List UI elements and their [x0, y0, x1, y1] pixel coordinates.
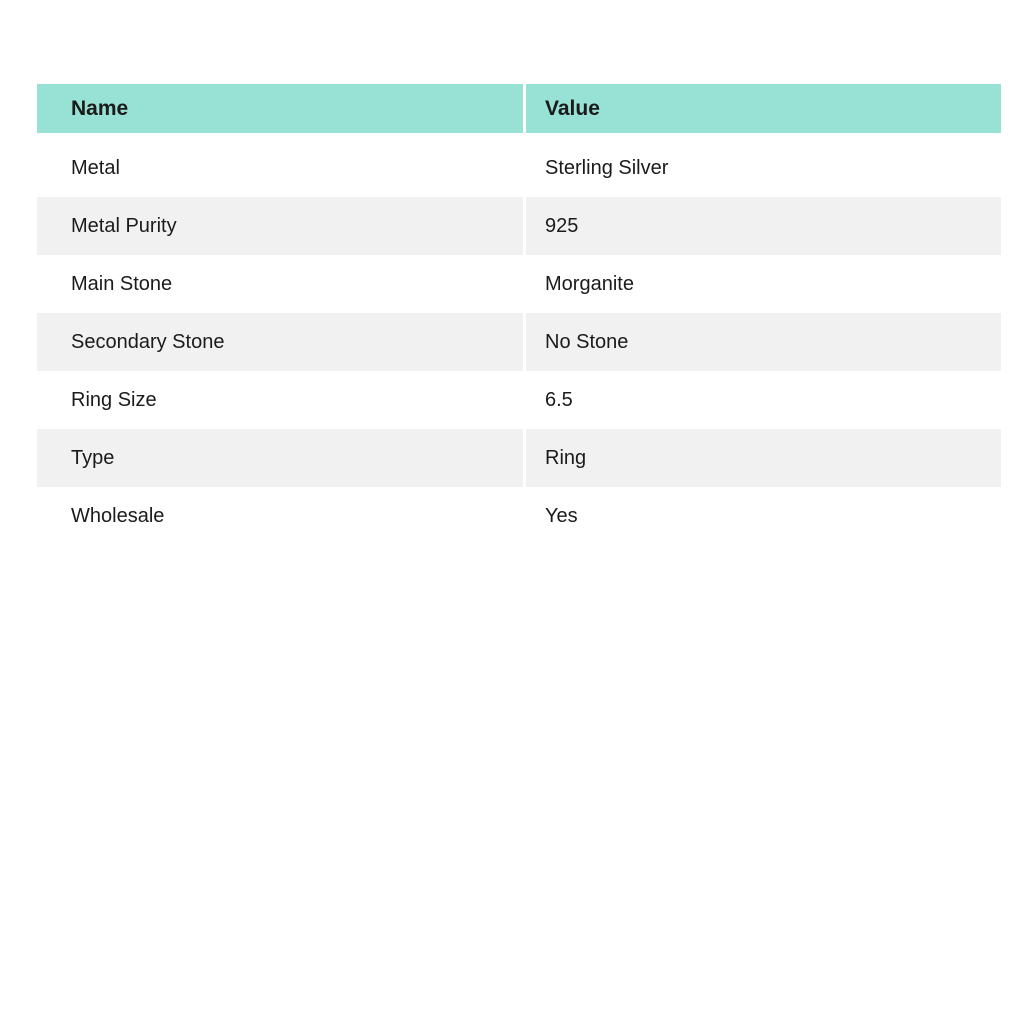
cell-name [37, 255, 523, 313]
table-row-type [37, 429, 1001, 487]
table-header-row [37, 84, 1001, 133]
cell-name [37, 487, 523, 545]
row-name-label: Main Stone [71, 272, 173, 295]
table-row-wholesale [37, 487, 1001, 545]
cell-name [37, 429, 523, 487]
row-name-label: Metal Purity [71, 214, 177, 237]
row-value-label: 6.5 [545, 388, 573, 411]
row-value-label: Ring [545, 446, 587, 469]
row-value-label: Sterling Silver [545, 156, 669, 179]
row-value-label: Morganite [545, 272, 634, 295]
row-value-label: 925 [545, 214, 579, 237]
table-row-main-stone [37, 255, 1001, 313]
header-value-label: Value [545, 96, 600, 120]
cell-value [523, 197, 1001, 255]
row-value-label: Yes [545, 504, 578, 527]
header-name-label: Name [71, 96, 129, 120]
header-cell-value [523, 84, 1001, 133]
table-row-metal-purity [37, 197, 1001, 255]
row-value-label: No Stone [545, 330, 629, 353]
row-name-label: Secondary Stone [71, 330, 225, 353]
header-cell-name [37, 84, 523, 133]
table-row-secondary-stone [37, 313, 1001, 371]
row-name-label: Wholesale [71, 504, 165, 527]
cell-value [523, 313, 1001, 371]
cell-name [37, 197, 523, 255]
cell-value [523, 487, 1001, 545]
row-name-label: Metal [71, 156, 120, 179]
cell-name [37, 139, 523, 197]
row-name-label: Type [71, 446, 115, 469]
cell-value [523, 371, 1001, 429]
table-row-metal [37, 139, 1001, 197]
cell-value [523, 255, 1001, 313]
row-name-label: Ring Size [71, 388, 157, 411]
cell-name [37, 371, 523, 429]
cell-value [523, 139, 1001, 197]
spec-table [37, 84, 1001, 545]
table-row-ring-size [37, 371, 1001, 429]
cell-name [37, 313, 523, 371]
cell-value [523, 429, 1001, 487]
